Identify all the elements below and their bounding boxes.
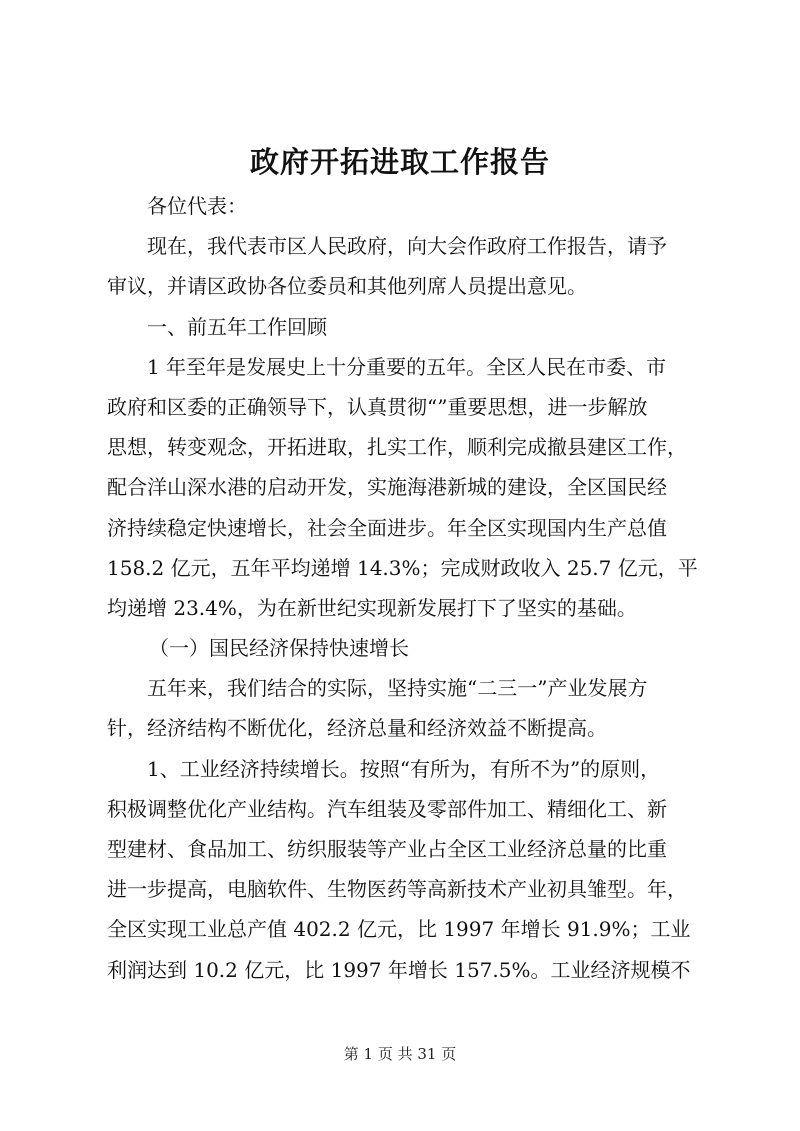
paragraph-line: 现在，我代表市区人民政府，向大会作政府工作报告，请予 (147, 234, 667, 259)
paragraph-line: 型建材、食品加工、纺织服装等产业占全区工业经济总量的比重 (107, 837, 667, 861)
paragraph-line: 1、工业经济持续增长。按照“有所为，有所不为”的原则， (147, 756, 661, 781)
paragraph-line: 配合洋山深水港的启动开发，实施海港新城的建设，全区国民经 (107, 475, 667, 500)
section-heading: 一、前五年工作回顾 (147, 314, 327, 339)
paragraph-line: 158.2 亿元，五年平均递增 14.3%；完成财政收入 25.7 亿元，平 (107, 555, 698, 580)
paragraph-line: 1 年至年是发展史上十分重要的五年。全区人民在市委、市 (147, 354, 667, 379)
paragraph-line: 积极调整优化产业结构。汽车组装及零部件加工、精细化工、新 (107, 796, 667, 821)
paragraph-line: 均递增 23.4%，为在新世纪实现新发展打下了坚实的基础。 (107, 595, 637, 620)
paragraph-line: 济持续稳定快速增长，社会全面进步。年全区实现国内生产总值 (107, 515, 667, 540)
page-footer: 第 1 页 共 31 页 (343, 1045, 457, 1063)
paragraph-line: 全区实现工业总产值 402.2 亿元，比 1997 年增长 91.9%；工业 (107, 917, 691, 942)
paragraph-line: 五年来，我们结合的实际，坚持实施“二三一”产业发展方 (147, 676, 648, 701)
paragraph-line: 思想，转变观念，开拓进取，扎实工作，顺利完成撤县建区工作， (107, 435, 687, 460)
salutation: 各位代表： (147, 194, 247, 218)
paragraph-line: 针，经济结构不断优化，经济总量和经济效益不断提高。 (107, 716, 607, 741)
paragraph-line: 进一步提高，电脑软件、生物医药等高新技术产业初具雏型。年， (107, 877, 687, 902)
paragraph-line: 利润达到 10.2 亿元，比 1997 年增长 157.5%。工业经济规模不 (107, 957, 691, 982)
subsection-heading: （一）国民经济保持快速增长 (149, 636, 409, 661)
paragraph-line: 政府和区委的正确领导下，认真贯彻“”重要思想，进一步解放 (107, 394, 648, 419)
document-body (107, 186, 699, 990)
document-title: 政府开拓进取工作报告 (249, 145, 550, 179)
paragraph-line: 审议，并请区政协各位委员和其他列席人员提出意见。 (107, 274, 587, 299)
